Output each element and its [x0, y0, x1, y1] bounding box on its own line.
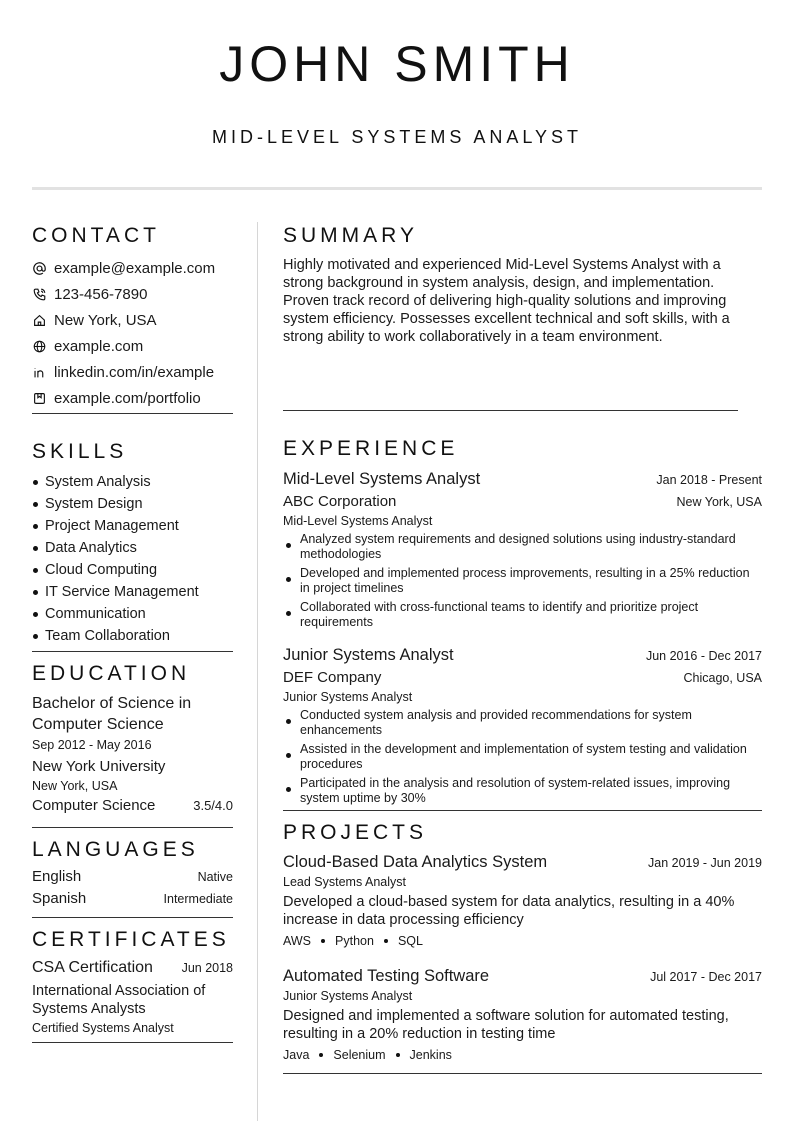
languages-heading: LANGUAGES: [32, 838, 199, 861]
job-bullet: Developed and implemented process improvements, resulting in a 25% reduction in project timelines: [283, 566, 762, 596]
project-dates: Jan 2019 - Jun 2019: [648, 856, 762, 870]
education-gpa: 3.5/4.0: [193, 798, 233, 813]
certificates-heading: CERTIFICATES: [32, 928, 230, 951]
job-entry: [283, 644, 762, 806]
skill-item: Cloud Computing: [32, 559, 233, 581]
project-role: Junior Systems Analyst: [283, 989, 413, 1003]
summary-divider: [283, 410, 738, 411]
resume-title: MID-LEVEL SYSTEMS ANALYST: [211, 127, 583, 147]
skill-item: IT Service Management: [32, 581, 233, 603]
resume-name: JOHN SMITH: [219, 36, 575, 92]
job-role: Mid-Level Systems Analyst: [283, 514, 433, 528]
job-bullet: Conducted system analysis and provided recommendations for system enhancements: [283, 708, 762, 738]
project-role: Lead Systems Analyst: [283, 875, 406, 889]
linkedin-icon: [32, 365, 46, 379]
contact-website-text: example.com: [54, 337, 144, 355]
language-row: Spanish Intermediate: [32, 890, 233, 907]
job-bullet: Assisted in the development and implementation of system testing and validation procedures: [283, 742, 762, 772]
right-column: [283, 222, 762, 1074]
language-row: English Native: [32, 868, 233, 885]
project-entry: [283, 965, 762, 1064]
contact-website[interactable]: [32, 333, 233, 359]
contact-phone[interactable]: [32, 281, 233, 307]
project-title: Automated Testing Software: [283, 967, 490, 985]
project-tag: AWS: [283, 934, 312, 948]
job-company: DEF Company: [283, 669, 382, 686]
certificate-row: [32, 959, 233, 977]
job-location: New York, USA: [676, 495, 762, 509]
education-section: [32, 660, 233, 828]
languages-section: [32, 836, 233, 918]
education-location: New York, USA: [32, 779, 118, 793]
project-title: Cloud-Based Data Analytics System: [283, 853, 548, 871]
job-title: Junior Systems Analyst: [283, 646, 454, 664]
contact-linkedin-text: linkedin.com/in/example: [54, 363, 215, 381]
column-divider: [257, 222, 258, 1121]
job-bullet: Participated in the analysis and resolution of system-related issues, improving system uptime by 30%: [283, 776, 762, 806]
projects-divider: [283, 1073, 762, 1074]
skill-item: Data Analytics: [32, 537, 233, 559]
education-school: New York University: [32, 758, 166, 775]
job-bullet: Analyzed system requirements and designed solutions using industry-standard methodologies: [283, 532, 762, 562]
certificate-date: Jun 2018: [181, 961, 233, 975]
project-tag: Jenkins: [409, 1048, 452, 1062]
project-tags: [283, 932, 762, 950]
home-icon: [32, 313, 46, 327]
languages-divider: [32, 917, 233, 918]
portfolio-icon: [32, 391, 46, 405]
certificates-divider: [32, 1042, 233, 1043]
certificate-subtitle: Certified Systems Analyst: [32, 1021, 174, 1035]
summary-section: [283, 222, 762, 411]
experience-divider: [283, 810, 762, 811]
education-degree: Bachelor of Science in Computer Science: [32, 695, 192, 733]
certificate-name: CSA Certification: [32, 959, 153, 976]
summary-text: Highly motivated and experienced Mid-Level Systems Analyst with a strong background in system analysis, design, and implementation. Proven track record of delivering high-quality solutions and improving system efficiency. Possesses excellent technical and soft skills, with a strong ability to work collaboratively in a team environment.: [283, 257, 730, 345]
skill-item: System Design: [32, 493, 233, 515]
project-tag: SQL: [397, 934, 423, 948]
skill-item: System Analysis: [32, 471, 233, 493]
job-title: Mid-Level Systems Analyst: [283, 470, 481, 488]
job-location: Chicago, USA: [683, 671, 762, 685]
skills-divider: [32, 651, 233, 652]
projects-heading: PROJECTS: [283, 821, 428, 844]
contact-location-text: New York, USA: [54, 311, 157, 329]
skills-heading: SKILLS: [32, 440, 128, 463]
job-role: Junior Systems Analyst: [283, 690, 413, 704]
at-icon: [32, 261, 46, 275]
project-dates: Jul 2017 - Dec 2017: [650, 970, 762, 984]
job-company: ABC Corporation: [283, 493, 397, 510]
summary-heading: SUMMARY: [283, 224, 418, 247]
projects-section: [283, 819, 762, 1074]
left-column: [32, 222, 233, 1043]
education-field-row: [32, 797, 233, 819]
contact-portfolio-text: example.com/portfolio: [54, 389, 201, 407]
contact-divider: [32, 413, 233, 414]
contact-heading: CONTACT: [32, 224, 160, 247]
contact-phone-text: 123-456-7890: [54, 285, 148, 303]
contact-section: [32, 222, 233, 414]
project-description: Developed a cloud-based system for data analytics, resulting in a 40% increase in data processing efficiency: [283, 894, 735, 928]
job-dates: Jan 2018 - Present: [656, 473, 762, 487]
skills-section: [32, 438, 233, 652]
skill-item: Team Collaboration: [32, 625, 233, 647]
phone-icon: [32, 287, 46, 301]
education-heading: EDUCATION: [32, 662, 191, 685]
contact-email[interactable]: [32, 255, 233, 281]
header-divider: [32, 187, 762, 190]
project-entry: [283, 851, 762, 950]
project-tags: [283, 1046, 762, 1064]
experience-section: [283, 435, 762, 811]
contact-email-text: example@example.com: [54, 259, 216, 277]
contact-location: [32, 307, 233, 333]
project-tag: Python: [335, 934, 374, 948]
job-bullet: Collaborated with cross-functional teams to identify and prioritize project requirements: [283, 600, 762, 630]
education-field: Computer Science: [32, 797, 156, 814]
education-dates: Sep 2012 - May 2016: [32, 738, 152, 752]
certificates-section: [32, 926, 233, 1043]
job-dates: Jun 2016 - Dec 2017: [645, 649, 762, 663]
project-description: Designed and implemented a software solution for automated testing, resulting in a 20% reduction in testing time: [283, 1008, 729, 1042]
experience-heading: EXPERIENCE: [283, 437, 459, 460]
project-tag: Java: [283, 1048, 310, 1062]
project-tag: Selenium: [333, 1048, 386, 1062]
skill-item: Project Management: [32, 515, 233, 537]
education-divider: [32, 827, 233, 828]
globe-icon: [32, 339, 46, 353]
job-entry: [283, 468, 762, 630]
contact-portfolio[interactable]: [32, 385, 233, 411]
skill-item: Communication: [32, 603, 233, 625]
contact-linkedin[interactable]: [32, 359, 233, 385]
certificate-issuer: International Association of Systems Analysts: [32, 983, 206, 1017]
